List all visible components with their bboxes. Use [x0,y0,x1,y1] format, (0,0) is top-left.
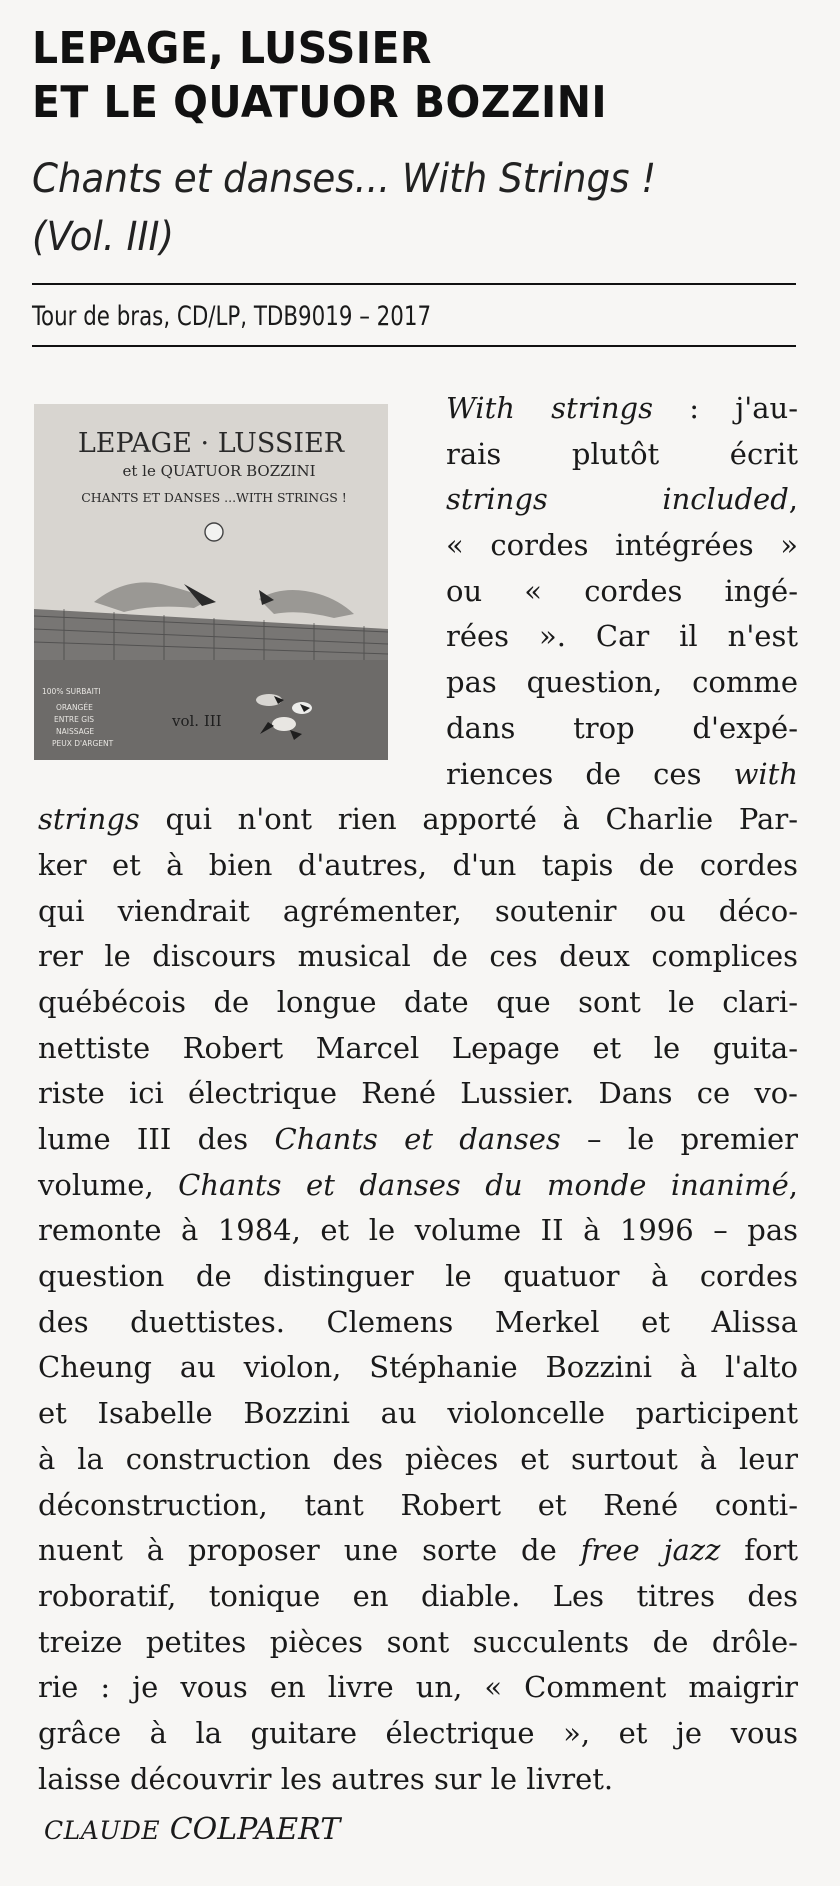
svg-text:PEUX D'ARGENT: PEUX D'ARGENT [52,739,114,748]
cover-volume: vol. III [172,712,222,730]
text-line: « cordes intégrées » [446,528,798,563]
top-divider [32,283,796,285]
author-first-name: CLAUDE [44,1816,161,1845]
text-line: riste ici électrique René Lussier. Dans ce vo- [38,1076,798,1111]
svg-text:100% SURBAITI: 100% SURBAITI [42,687,101,696]
text-line: riences de ces with [446,756,798,791]
text-line: rer le discours musical de ces deux complices [38,939,798,974]
text-line: strings included, [446,482,798,517]
text-line: ker et à bien d'autres, d'un tapis de cordes [38,847,798,882]
text-line: laisse découvrir les autres sur le livret. [38,1761,614,1796]
release-info: Tour de bras, CD/LP, TDB9019 – 2017 [32,301,432,332]
text-line: question de distinguer le quatuor à cordes [38,1259,798,1294]
text-line: québécois de longue date que sont le clari- [38,984,798,1019]
text-line: nuent à proposer une sorte de free jazz fort [38,1533,798,1568]
text-line: et Isabelle Bozzini au violoncelle participent [38,1396,798,1431]
text-line: rie : je vous en livre un, « Comment maigrir [38,1670,798,1705]
text-line: grâce à la guitare électrique », et je vous [38,1715,798,1750]
text-line: lume III des Chants et danses – le premier [38,1122,798,1156]
text-line: rais plutôt écrit [446,436,798,471]
text-line: dans trop d'expé- [446,710,798,745]
subtitle-line-2: (Vol. III) [32,214,174,260]
bottom-divider [32,345,796,347]
article-title [32,22,607,130]
text-line: nettiste Robert Marcel Lepage et le guita- [38,1030,798,1065]
author-signature [44,1812,340,1847]
author-last-name: COLPAERT [169,1812,341,1847]
subtitle-line-1: Chants et danses... With Strings ! [32,156,657,202]
title-line-1: LEPAGE, LUSSIER [32,23,432,74]
article-body [38,386,798,1802]
cover-subtitle: et le QUATUOR BOZZINI [122,462,316,480]
svg-text:ORANGÉE: ORANGÉE [56,703,93,712]
title-line-2: ET LE QUATUOR BOZZINI [32,77,608,128]
svg-text:NAISSAGE: NAISSAGE [56,727,95,736]
text-line: rées ». Car il n'est [446,619,798,654]
text-line: ou « cordes ingé- [446,573,798,608]
text-line: déconstruction, tant Robert et René conti- [38,1487,798,1522]
text-line: pas question, comme [446,665,798,700]
cover-album-title: CHANTS ET DANSES ...WITH STRINGS ! [81,490,347,505]
album-subtitle [32,150,776,266]
text-line: roboratif, tonique en diable. Les titres des [38,1578,798,1613]
text-line: volume, Chants et danses du monde inanimé, [38,1167,798,1202]
text-line: strings qui n'ont rien apporté à Charlie Par- [38,802,798,837]
text-line: remonte à 1984, et le volume II à 1996 – pas [38,1213,798,1248]
text-line: Cheung au violon, Stéphanie Bozzini à l'alto [38,1350,798,1385]
cover-title: LEPAGE · LUSSIER [77,428,345,459]
text-line: des duettistes. Clemens Merkel et Alissa [38,1304,798,1339]
text-line: treize petites pièces sont succulents de drôle- [38,1624,798,1659]
text-line: à la construction des pièces et surtout à leur [38,1441,798,1476]
svg-text:ENTRE GIS: ENTRE GIS [54,715,95,724]
text-line: qui viendrait agrémenter, soutenir ou déco- [38,893,798,928]
text-line: With strings : j'au- [446,391,798,425]
